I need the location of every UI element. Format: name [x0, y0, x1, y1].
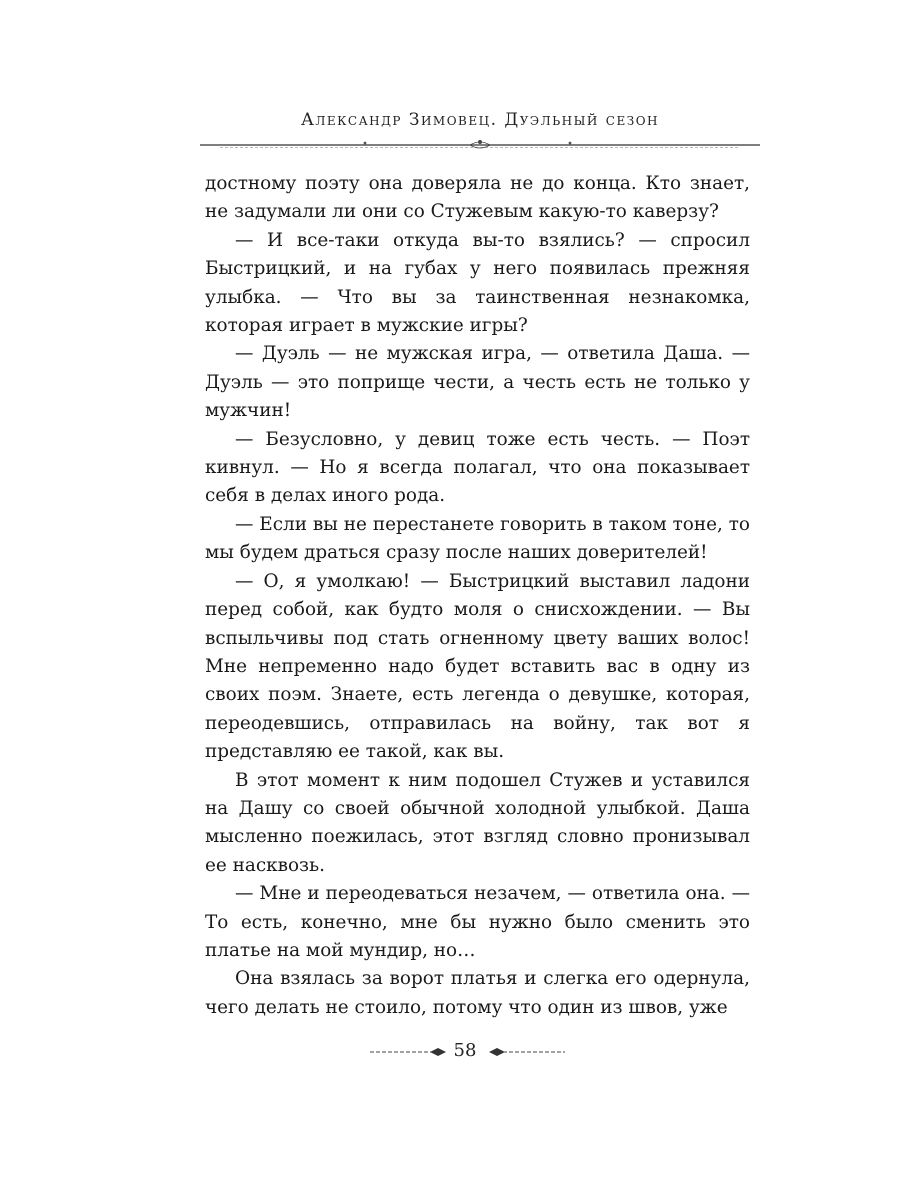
page-number: 58 [453, 1040, 477, 1061]
paragraph-7: В этот момент к ним подошел Стужев и уставился на Дашу со своей обычной холодной улыбкой. Даша мысленно поежилась, этот взгляд словно пронизывал ее насквозь. [205, 769, 750, 876]
paragraph-5: — Если вы не перестанете говорить в таком тоне, то мы будем драться сразу после наших доверителей! [205, 513, 750, 564]
paragraph-1: достному поэту она доверяла не до конца. Кто знает, не задумали ли они со Стужевым какую-то каверзу? [205, 173, 750, 223]
header-ornament-rule [200, 138, 760, 152]
paragraph-3: — Дуэль — не мужская игра, — ответила Даша. — Дуэль — это поприще чести, а честь есть не только у мужчин! [205, 343, 750, 422]
paragraph-6: — О, я умолкаю! — Быстрицкий выставил ладони перед собой, как будто моля о снисхождении. — Вы вспыльчивы под стать огненному цвету ваших волос! Мне непременно надо будет вставить вас в одну из своих поэм. Знаете, есть легенда о девушке, которая, переодевшись, отправилась на войну, так вот я представляю ее такой, как вы. [205, 570, 750, 763]
paragraph-2: — И все-таки откуда вы-то взялись? — спросил Быстрицкий, и на губах у него появилась прежняя улыбка. — Что вы за таинственная незнакомка, которая играет в мужские игры? [205, 229, 750, 337]
paragraph-8: — Мне и переодеваться незачем, — ответила она. — То есть, конечно, мне бы нужно было сменить это платье на мой мундир, но… [205, 883, 750, 961]
page-footer [350, 1040, 580, 1064]
running-header: Александр Зимовец. Дуэльный сезон [300, 110, 660, 130]
footer-ornament-right [485, 1046, 565, 1058]
paragraph-4: — Безусловно, у девиц тоже есть честь. — Поэт кивнул. — Но я всегда полагал, что она показывает себя в делах иного рода. [205, 428, 750, 507]
body-text [205, 170, 750, 1022]
paragraph-9: Она взялась за ворот платья и слегка его одернула, чего делать не стоило, потому что один из швов, уже [205, 968, 750, 1018]
